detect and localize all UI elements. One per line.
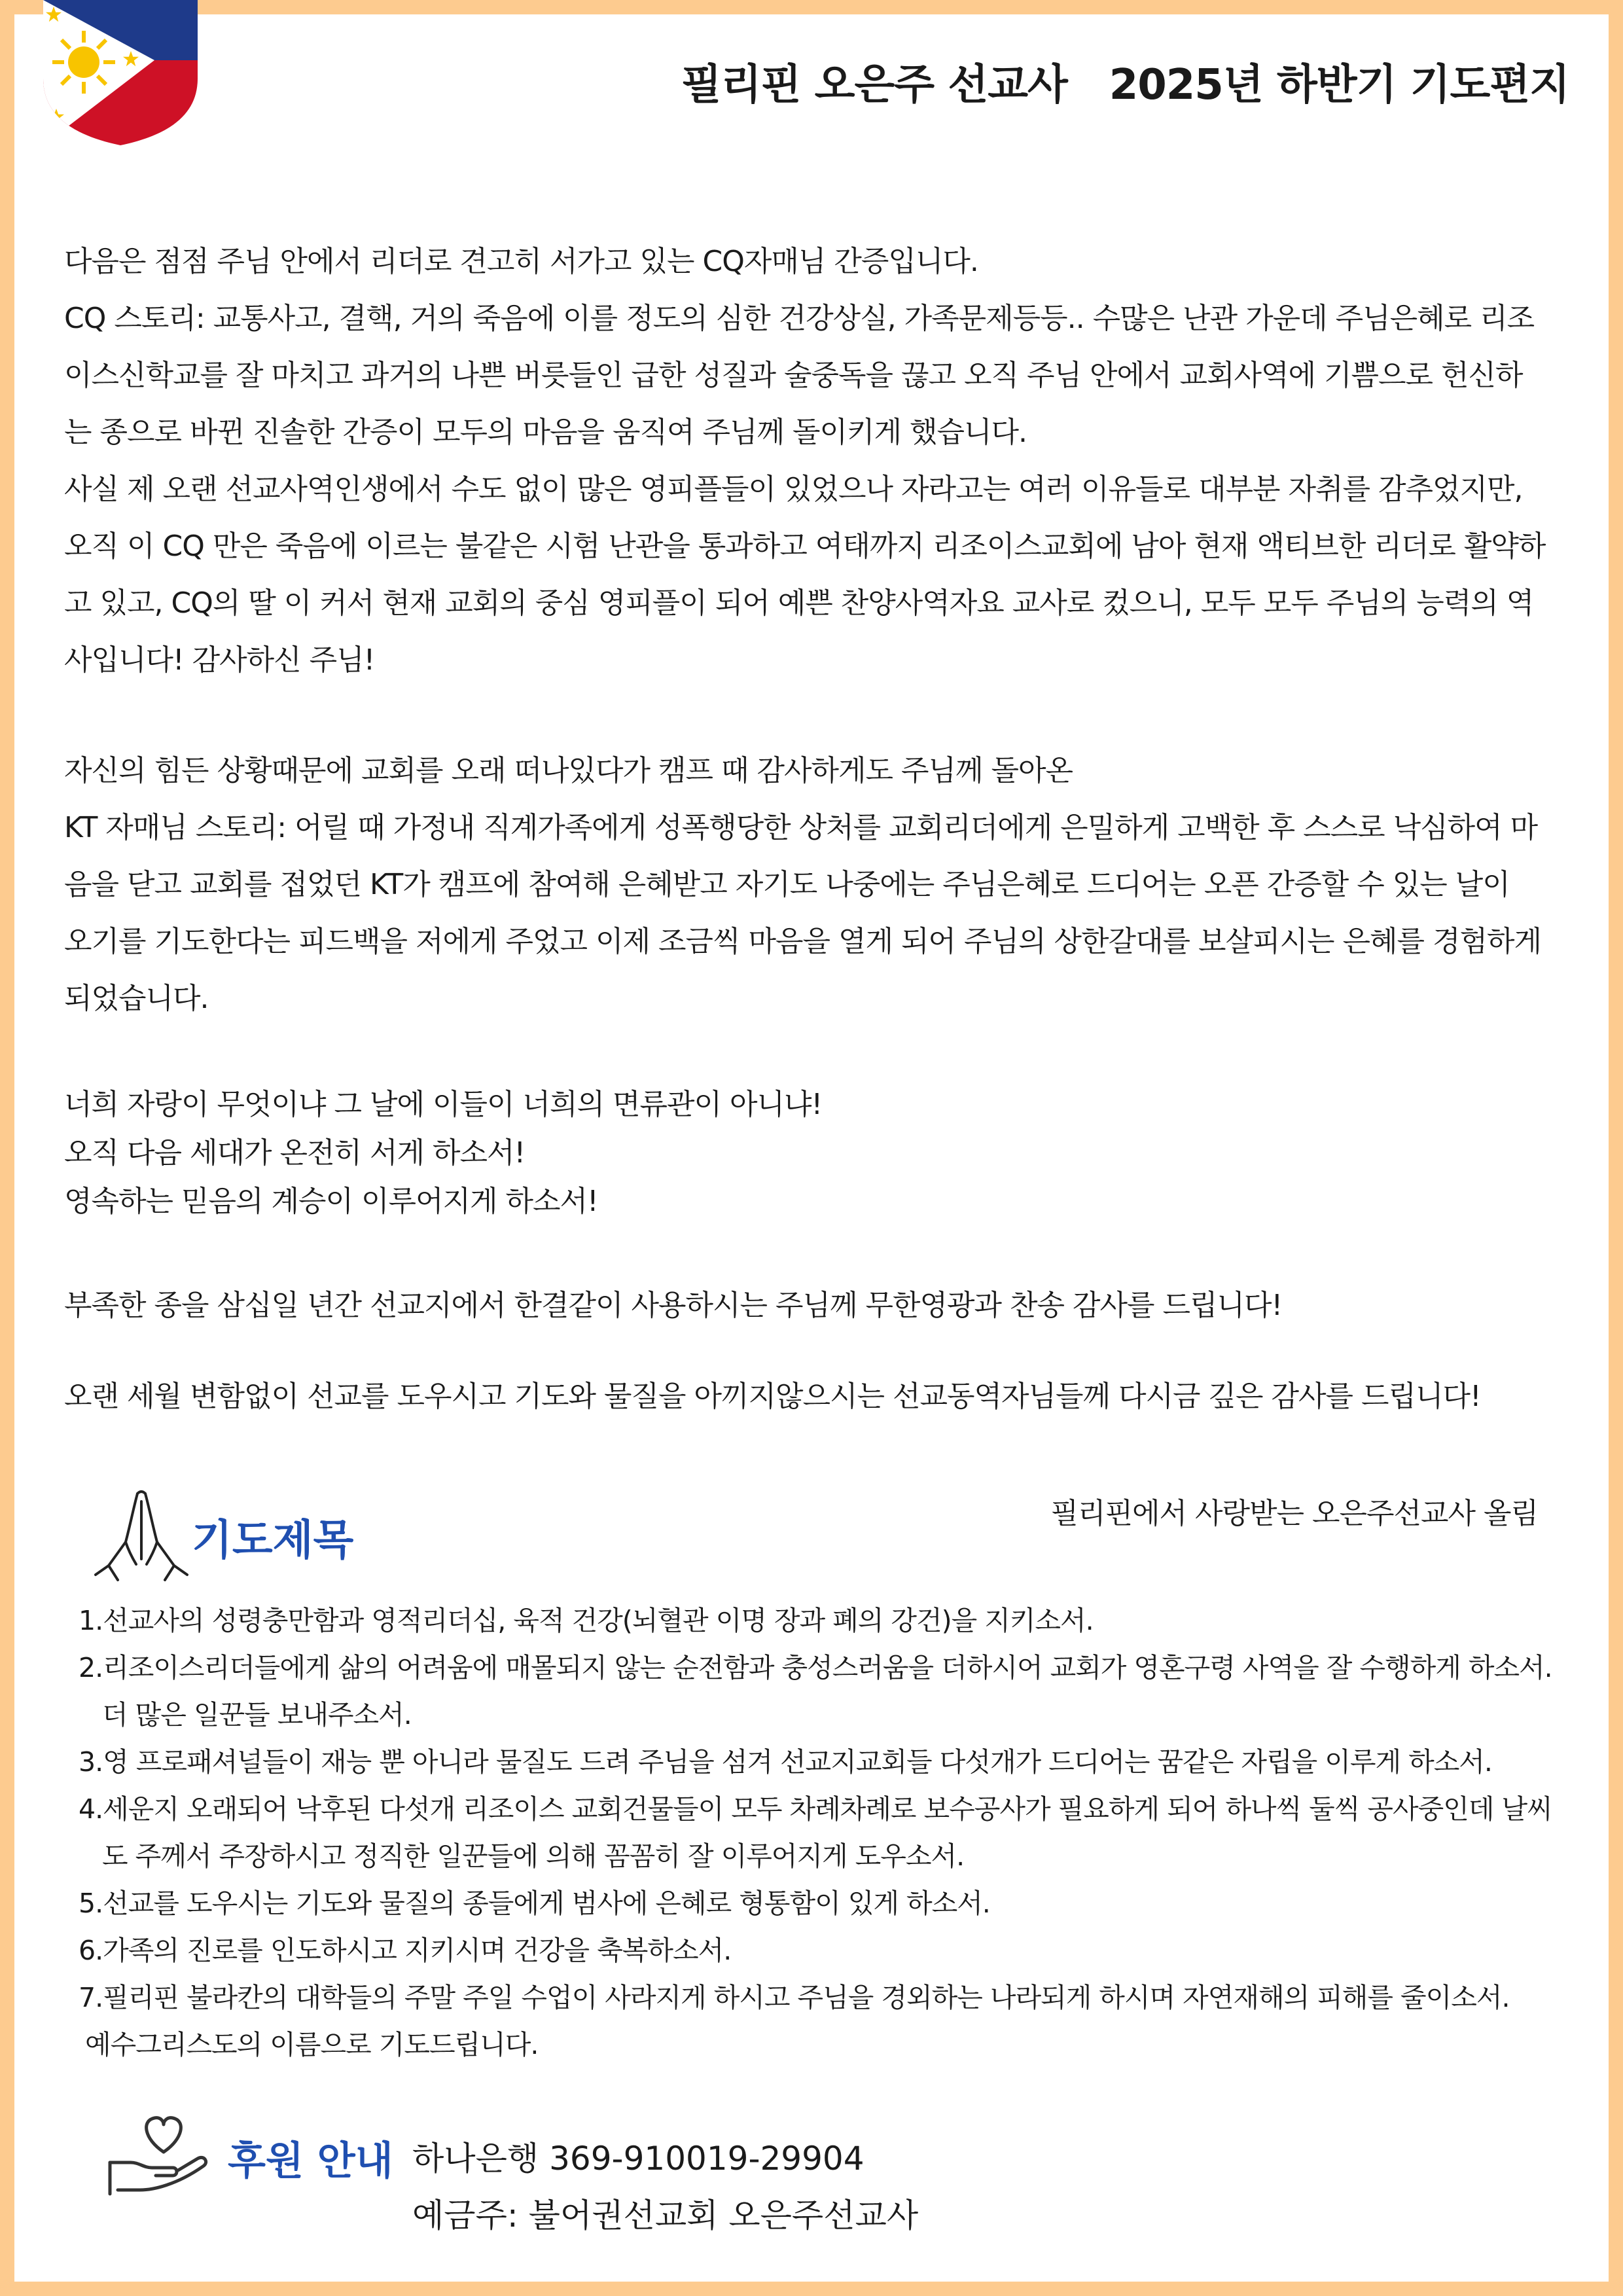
prayer-item: 3.영 프로패셔널들이 재능 뿐 아니라 물질도 드려 주님을 섬겨 선교지교회들 다섯개가 드디어는 꿈같은 자립을 이루게 하소서.: [79, 1746, 1492, 1778]
letter-line: 너희 자랑이 무엇이냐 그 날에 이들이 너희의 면류관이 아니냐!: [64, 1088, 823, 1121]
prayer-item: 7.필리핀 불라칸의 대학들의 주말 주일 수업이 사라지게 하시고 주님을 경외하는 나라되게 하시며 자연재해의 피해를 줄이소서.: [79, 1982, 1510, 2013]
prayer-closing: 예수그리스도의 이름으로 기도드립니다.: [85, 2029, 539, 2060]
letter-line: 고 있고, CQ의 딸 이 커서 현재 교회의 중심 영피플이 되어 예쁜 찬양사역자요 교사로 컸으니, 모두 모두 주님의 능력의 역: [64, 586, 1534, 620]
letter-line: 음을 닫고 교회를 접었던 KT가 캠프에 참여해 은혜받고 자기도 나중에는 주님은혜로 드디어는 오픈 간증할 수 있는 날이: [64, 868, 1510, 901]
prayer-item: 5.선교를 도우시는 기도와 물질의 종들에게 범사에 은혜로 형통함이 있게 하소서.: [79, 1888, 990, 1919]
sender-signature: 필리핀에서 사랑받는 오은주선교사 올림: [1050, 1497, 1538, 1530]
letter-line: CQ 스토리: 교통사고, 결핵, 거의 죽음에 이를 정도의 심한 건강상실, 가족문제등등.. 수많은 난관 가운데 주님은혜로 리조: [64, 302, 1535, 335]
letter-line: 오기를 기도한다는 피드백을 저에게 주었고 이제 조금씩 마음을 열게 되어 주님의 상한갈대를 보살피시는 은혜를 경험하게: [64, 925, 1542, 958]
praying-hands-icon: [89, 1482, 194, 1587]
letter-line: 영속하는 믿음의 계승이 이루어지게 하소서!: [64, 1185, 598, 1218]
letter-line: 다음은 점점 주님 안에서 리더로 견고히 서가고 있는 CQ자매님 간증입니다.: [64, 245, 978, 278]
account-holder: 예금주: 불어권선교회 오은주선교사: [412, 2197, 919, 2234]
letter-line: 자신의 힘든 상황때문에 교회를 오래 떠나있다가 캠프 때 감사하게도 주님께 돌아온: [64, 754, 1073, 787]
letter-line: 오직 이 CQ 만은 죽음에 이르는 불같은 시험 난관을 통과하고 여태까지 리조이스교회에 남아 현재 액티브한 리더로 활약하: [64, 529, 1546, 563]
prayer-list: [79, 1597, 1584, 2068]
prayer-item: 더 많은 일꾼들 보내주소서.: [102, 1699, 412, 1731]
letter-line: 사입니다! 감사하신 주님!: [64, 643, 375, 677]
philippines-flag-icon: [43, 0, 198, 145]
letter-line: 이스신학교를 잘 마치고 과거의 나쁜 버릇들인 급한 성질과 술중독을 끊고 오직 주님 안에서 교회사역에 기쁨으로 헌신하: [64, 359, 1523, 392]
letter-line: 는 종으로 바뀐 진솔한 간증이 모두의 마음을 움직여 주님께 돌이키게 했습니다.: [64, 416, 1027, 449]
letter-line: 오직 다음 세대가 온전히 서게 하소서!: [64, 1136, 526, 1170]
prayer-title: 기도제목: [192, 1516, 354, 1565]
prayer-item: 1.선교사의 성령충만함과 영적리더십, 육적 건강(뇌혈관 이명 장과 폐의 강건)을 지키소서.: [79, 1605, 1094, 1636]
letter-line: 사실 제 오랜 선교사역인생에서 수도 없이 많은 영피플들이 있었으나 자라고는 여러 이유들로 대부분 자취를 감추었지만,: [64, 473, 1523, 506]
letter-line: KT 자매님 스토리: 어릴 때 가정내 직계가족에게 성폭행당한 상처를 교회리더에게 은밀하게 고백한 후 스스로 낙심하여 마: [64, 811, 1538, 844]
prayer-item: 6.가족의 진로를 인도하시고 지키시며 건강을 축복하소서.: [79, 1935, 732, 1966]
letter-body: [64, 233, 1569, 1425]
heart-hand-icon: [105, 2111, 223, 2203]
prayer-item: 2.리조이스리더들에게 삶의 어려움에 매몰되지 않는 순전함과 충성스러움을 더하시어 교회가 영혼구령 사역을 잘 수행하게 하소서.: [79, 1652, 1552, 1683]
prayer-item: 도 주께서 주장하시고 정직한 일꾼들에 의해 꼼꼼히 잘 이루어지게 도우소서.: [102, 1840, 965, 1872]
bank-account: 하나은행 369-910019-29904: [412, 2140, 865, 2178]
prayer-item: 4.세운지 오래되어 낙후된 다섯개 리조이스 교회건물들이 모두 차례차례로 보수공사가 필요하게 되어 하나씩 둘씩 공사중인데 날씨: [79, 1793, 1552, 1825]
thanks-line: 부족한 종을 삼십일 년간 선교지에서 한결같이 사용하시는 주님께 무한영광과 찬송 감사를 드립니다!: [64, 1289, 1283, 1322]
page-title: 필리핀 오은주 선교사 2025년 하반기 기도편지: [681, 61, 1569, 109]
letter-line: 되었습니다.: [64, 982, 209, 1015]
support-title: 후원 안내: [228, 2138, 393, 2184]
thanks-line: 오랜 세월 변함없이 선교를 도우시고 기도와 물질을 아끼지않으시는 선교동역자님들께 다시금 깊은 감사를 드립니다!: [64, 1380, 1481, 1413]
